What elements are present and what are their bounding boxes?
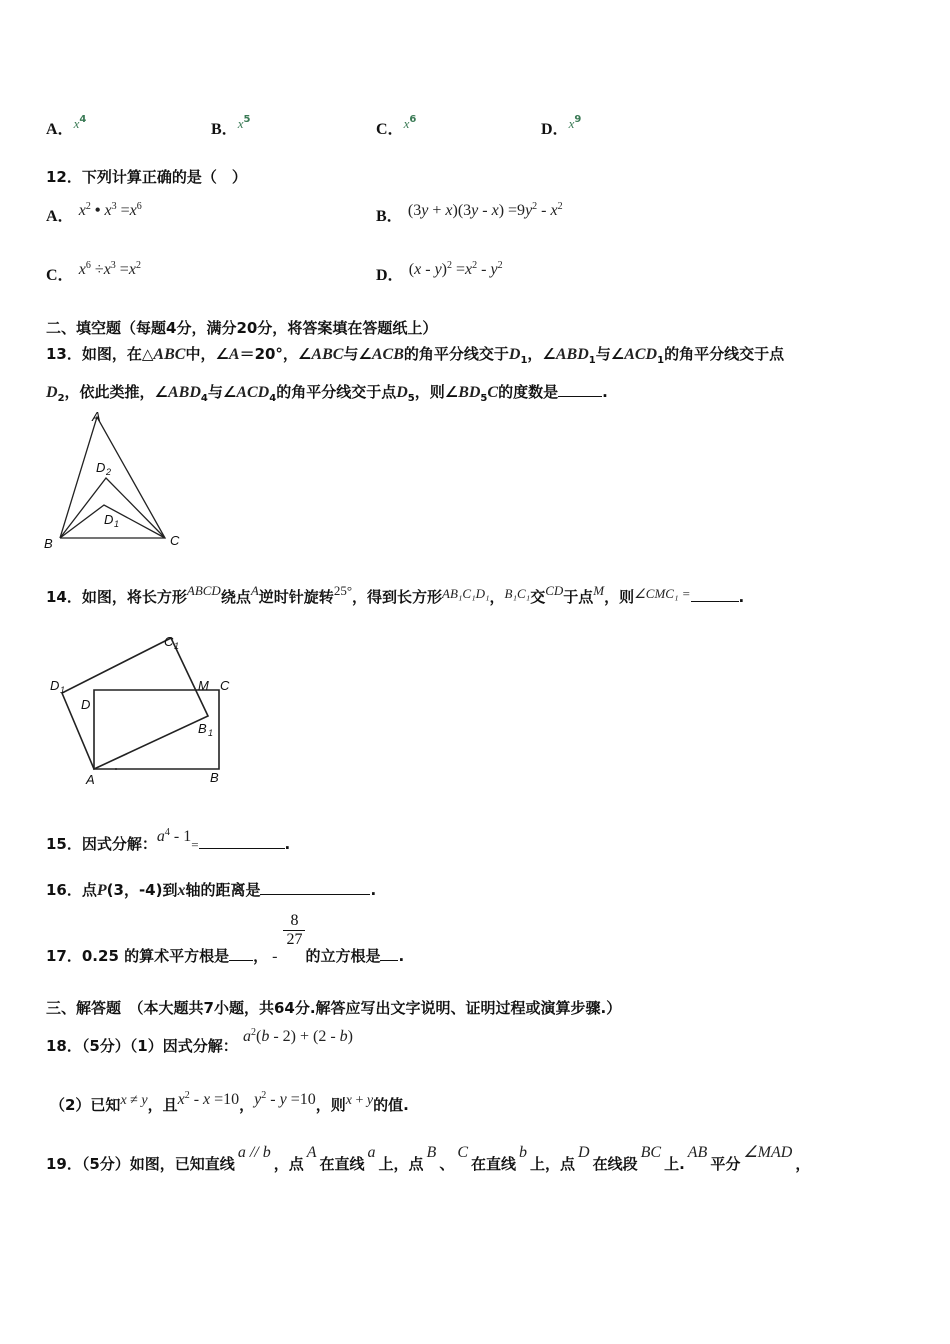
q14-label-b1: B xyxy=(198,721,207,736)
q15-text: 15．因式分解：$a^4 - 1=$ . xyxy=(46,827,291,853)
q12-a-expr: $x^2$ • $x^3 =x^6$ xyxy=(78,201,142,219)
q13-label-d2: D xyxy=(96,460,106,475)
q15-answer-blank[interactable] xyxy=(199,834,285,849)
q18-cond1: x ≠ y xyxy=(120,1093,148,1108)
q13-label-c: C xyxy=(170,533,180,548)
q14-rectangle-figure xyxy=(44,628,244,788)
q11-option-d: D．$x^9$ xyxy=(541,114,582,138)
q19-text: 19．（5分）如图，已知直线a // b，点A在直线a上，点B、C在直线b上，点D在线段BC上.AB平分∠MAD， xyxy=(46,1144,811,1173)
q11-option-c: C．$x^6$ xyxy=(376,114,417,138)
q17-answer-blank-1[interactable] xyxy=(229,946,253,961)
q14-label-d1-sub: 1 xyxy=(60,685,66,695)
q14-text: 14．如图，将长方形ABCD绕点A逆时针旋转25°，得到长方形AB₁C₁D₁，B₁C₁交CD于点M，则∠CMC₁ = . xyxy=(46,583,745,606)
q14-label-d1: D xyxy=(50,678,60,693)
q18-part2: （2）已知x ≠ y，且$x^2 - x =10$，$y^2 - y =10$，则x + y的值. xyxy=(50,1090,409,1114)
q18-part1: 18．（5分）（1）因式分解： $a^2(b - 2) + (2 - b)$ xyxy=(46,1027,353,1055)
q13-triangle-figure xyxy=(40,405,190,553)
q13-label-a: A xyxy=(92,409,101,424)
q18-expr: $a^2(b - 2) + (2 - b)$ xyxy=(242,1027,353,1045)
q13-line2: $D_2$，依此类推，$\angle ABD_4$与$\angle ACD_4$的角平分线交于点$D_5$，则$\angle BD_5C$的度数是 . xyxy=(46,383,608,404)
q12-b-expr: $(3y + x)(3y - x) =9y^2 - x^2$ xyxy=(407,201,563,219)
section3-heading: 三、解答题 （本大题共7小题，共64分.解答应写出文字说明、证明过程或演算步骤.） xyxy=(46,999,622,1017)
q12-option-b: B． $(3y + x)(3y - x) =9y^2 - x^2$ xyxy=(376,201,563,225)
q13-label-b: B xyxy=(44,536,53,551)
q17-text: 17．0.25 的算术平方根是 ， - $\frac{8}{27}$ 的立方根是 . xyxy=(46,912,405,965)
q16-answer-blank[interactable] xyxy=(260,880,370,895)
q12-c-expr: $x^6 \div x^3 =x^2$ xyxy=(78,260,141,278)
q13-label-d2-sub: 2 xyxy=(106,467,112,477)
q14-label-b1-sub: 1 xyxy=(208,728,214,738)
q13-answer-blank[interactable] xyxy=(558,382,602,397)
q14-label-d: D xyxy=(81,697,91,712)
q17-fraction: $\frac{8}{27}$ xyxy=(283,912,305,949)
q13-label-d1: D xyxy=(104,512,114,527)
q17-answer-blank-2[interactable] xyxy=(380,946,398,961)
q12-option-a: A． $x^2$ • $x^3 =x^6$ xyxy=(46,201,142,225)
section2-heading: 二、填空题（每题4分，满分20分，将答案填在答题纸上） xyxy=(46,319,438,337)
q11-option-b: B．$x^5$ xyxy=(211,114,251,138)
q14-label-a: A xyxy=(86,772,95,787)
q12-option-d: D． $(x - y)^2 =x^2 - y^2$ xyxy=(376,260,503,284)
q13-label-d1-sub: 1 xyxy=(114,519,120,529)
q14-label-c1-sub: 1 xyxy=(174,641,180,651)
q12-d-expr: $(x - y)^2 =x^2 - y^2$ xyxy=(408,260,503,278)
q18-target: x + y xyxy=(345,1093,374,1108)
q12-option-c: C． $x^6 \div x^3 =x^2$ xyxy=(46,260,141,284)
q14-label-b: B xyxy=(210,770,219,785)
q14-label-m: M xyxy=(198,678,209,693)
q14-label-c1: C xyxy=(164,634,174,649)
q14-answer-blank[interactable] xyxy=(691,587,739,602)
q13-line1: 13．如图，在△ABC中，∠A＝20°，∠ABC与∠ACB的角平分线交于$D_1$，$\angle ABD_1$与$\angle ACD_1$的角平分线交于点 xyxy=(46,345,785,366)
q12-stem: 12．下列计算正确的是（ ） xyxy=(46,168,247,186)
q11-option-a: A．$x^4$ xyxy=(46,114,87,138)
q16-text: 16．点P(3，-4)到x轴的距离是 . xyxy=(46,881,377,899)
q18-cond3: $y^2 - y =10$ xyxy=(254,1090,316,1108)
q18-cond2: $x^2 - x =10$ xyxy=(177,1090,240,1108)
q14-label-c: C xyxy=(220,678,230,693)
